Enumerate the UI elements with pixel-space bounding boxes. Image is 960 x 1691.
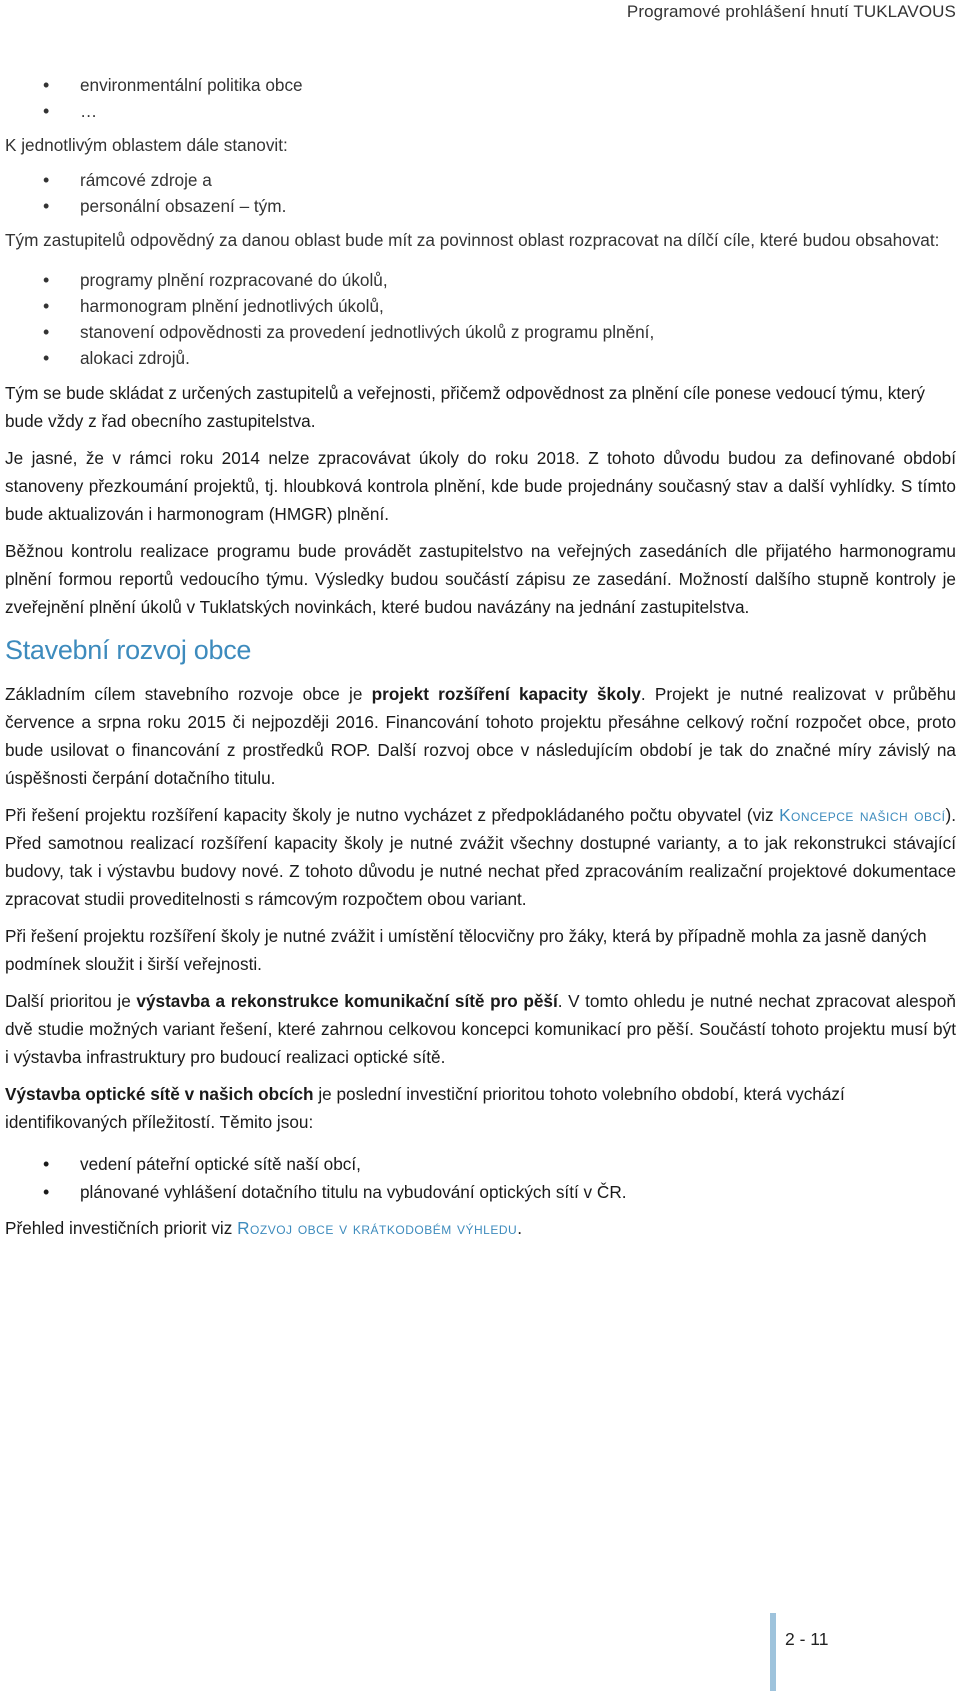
paragraph: Běžnou kontrolu realizace programu bude provádět zastupitelstvo na veřejných zasedáních dle přijatého harmonogramu plnění formou reportů vedoucího týmu. Výsledky budou součástí zápisu ze zasedání. Možností dalšího stupně kontroly je zveřejnění plnění úkolů v Tuklatských novinkách, které budou navázány na jednání zastupitelstva. bbox=[5, 541, 956, 617]
section-heading: Stavební rozvoj obce bbox=[5, 635, 252, 665]
paragraph: K jednotlivým oblastem dále stanovit: bbox=[5, 135, 288, 155]
paragraph bbox=[5, 1214, 956, 1242]
list-item: • personální obsazení – tým. bbox=[5, 193, 956, 219]
list-item: • stanovení odpovědnosti za provedení jednotlivých úkolů z programu plnění, bbox=[5, 319, 956, 345]
list-item: • alokaci zdrojů. bbox=[5, 345, 956, 371]
text-run: je poslední investiční prioritou tohoto volebního období, která vychází identifikovaných příležitostí. Těmito jsou: bbox=[5, 1084, 845, 1132]
list-item: • rámcové zdroje a bbox=[5, 167, 956, 193]
text-run: . bbox=[517, 1218, 522, 1238]
paragraph: Je jasné, že v rámci roku 2014 nelze zpracovávat úkoly do roku 2018. Z tohoto důvodu budou za definované období stanoveny přezkoumání projektů, tj. hloubková kontrola plnění, kde bude projednány současný stav a další vyhlídky. S tímto bude aktualizován i harmonogram (HMGR) plnění. bbox=[5, 448, 956, 524]
paragraph: Při řešení projektu rozšíření školy je nutné zvážit i umístění tělocvičny pro žáky, která by případně mohla za jasně daných podmínek sloužit i širší veřejnosti. bbox=[5, 926, 927, 974]
cross-reference-link[interactable]: Koncepce našich obcí bbox=[779, 805, 946, 825]
footer-accent-bar bbox=[770, 1613, 776, 1691]
text-run: Základním cílem stavebního rozvoje obce je bbox=[5, 684, 372, 704]
list-item: • … bbox=[5, 98, 956, 124]
bullet-list-opportunities bbox=[5, 1150, 956, 1206]
text-run: . Projekt je nutné realizovat v průběhu července a srpna roku 2015 či nejpozději 2016. Financování tohoto projektu přesáhne celkový roční rozpočet obce, proto bude usilovat o financování z prostředků ROP. Další rozvoj obce v následujícím období je tak do značné míry závislý na úspěšnosti čerpání dotačního titulu. bbox=[5, 684, 956, 788]
bold-text: Výstavba optické sítě v našich obcích bbox=[5, 1084, 314, 1104]
text-run: Přehled investičních priorit viz bbox=[5, 1218, 238, 1238]
list-item: • plánované vyhlášení dotačního titulu na vybudování optických sítí v ČR. bbox=[5, 1178, 956, 1206]
list-item: • vedení páteřní optické sítě naší obcí, bbox=[5, 1150, 956, 1178]
paragraph: Tým zastupitelů odpovědný za danou oblast bude mít za povinnost oblast rozpracovat na dílčí cíle, které budou obsahovat: bbox=[5, 230, 940, 250]
text-run: . V tomto ohledu je nutné nechat zpracovat alespoň dvě studie možných variant řešení, které zahrnou celkovou koncepci komunikací pro pěší. Součástí tohoto projektu musí být i výstavba infrastruktury pro budoucí realizaci optické sítě. bbox=[5, 991, 956, 1067]
paragraph bbox=[5, 680, 956, 792]
bullet-list-areas bbox=[5, 72, 956, 124]
bullet-list-resources bbox=[5, 167, 956, 219]
list-item: • environmentální politika obce bbox=[5, 72, 956, 98]
bold-text: projekt rozšíření kapacity školy bbox=[371, 684, 641, 704]
cross-reference-link[interactable]: Rozvoj obce v krátkodobém výhledu bbox=[237, 1218, 518, 1238]
text-run: ). Před samotnou realizací rozšíření kapacity školy je nutné zvážit všechny dostupné varianty, a to jak rekonstrukci stávající budovy, tak i výstavbu budovy nové. Z tohoto důvodu je nutné nechat před zpracováním realizační projektové dokumentace zpracovat studii proveditelnosti s rámcovým rozpočtem obou variant. bbox=[5, 805, 956, 909]
list-item: • programy plnění rozpracované do úkolů, bbox=[5, 267, 956, 293]
paragraph bbox=[5, 801, 956, 913]
text-run: Při řešení projektu rozšíření kapacity školy je nutno vycházet z předpokládaného počtu obyvatel (viz bbox=[5, 805, 780, 825]
page-number: 2 - 11 bbox=[785, 1629, 829, 1649]
running-header: Programové prohlášení hnutí TUKLAVOUS bbox=[626, 2, 956, 21]
text-run: Další prioritou je bbox=[5, 991, 137, 1011]
paragraph: Tým se bude skládat z určených zastupitelů a veřejnosti, přičemž odpovědnost za plnění cíle ponese vedoucí týmu, který bude vždy z řad obecního zastupitelstva. bbox=[5, 383, 926, 431]
paragraph bbox=[5, 1080, 956, 1136]
bullet-list-subgoals bbox=[5, 267, 956, 371]
paragraph bbox=[5, 987, 956, 1071]
page-content bbox=[5, 72, 956, 1251]
bold-text: výstavba a rekonstrukce komunikační sítě pro pěší bbox=[136, 991, 558, 1011]
list-item: • harmonogram plnění jednotlivých úkolů, bbox=[5, 293, 956, 319]
